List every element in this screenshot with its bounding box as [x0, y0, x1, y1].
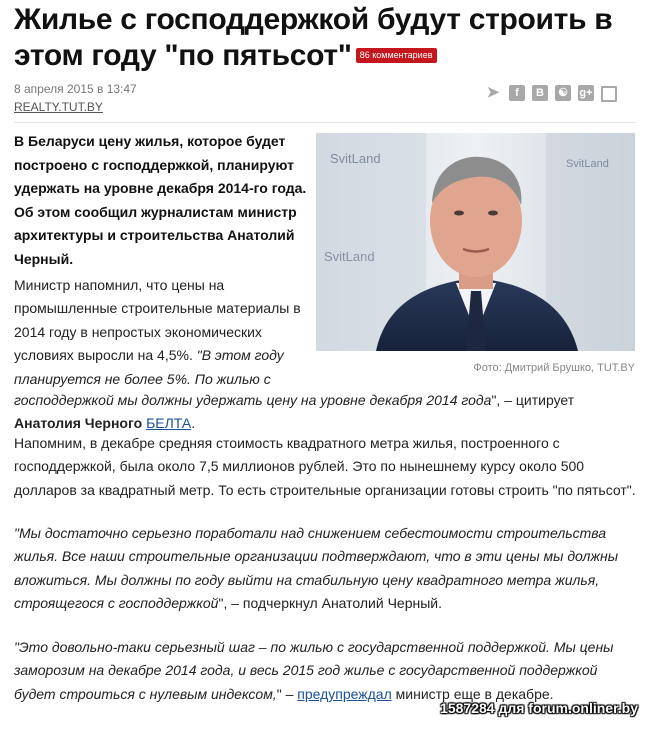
publish-date: 8 апреля 2015 в 13:47	[14, 82, 137, 96]
title-text: Жилье с господдержкой будут строить в этом году "по пятьсот"	[14, 3, 613, 72]
photo-banner-text: SvitLand	[566, 158, 609, 170]
minister-name: Анатолия Черного	[14, 415, 143, 432]
article-lead: В Беларуси цену жилья, которое будет построено с господдержкой, планируют удержать на уровне декабря 2014-го года. Об этом сообщил журналистам министр архитектуры и строительства Анатолий Черный.	[14, 133, 307, 267]
google-plus-icon[interactable]: g+	[579, 87, 593, 99]
paragraph-text: " –	[276, 685, 298, 702]
paragraph-text: ", – подчеркнул Анатолий Черный.	[218, 595, 442, 612]
warned-link[interactable]: предупреждал	[297, 685, 392, 702]
divider	[14, 122, 636, 123]
paragraph-text: ", – цитирует	[491, 392, 575, 408]
article-photo	[316, 133, 635, 351]
photo-caption: Фото: Дмитрий Брушко, TUT.BY	[473, 362, 635, 374]
quote-text: "В этом году планируется не более 5%. По жилью с	[14, 347, 284, 387]
share-bar	[484, 85, 617, 103]
quote-text: "Мы достаточно серьезно поработали над снижением себестоимости строительства жилья. Все наши строительные организации подтверждают, что в эти цены мы должны вложиться. Мы должны по году выйти на стабильную цену квадратного метра жилья, строящегося с господдержкой	[14, 525, 619, 612]
comments-badge[interactable]: 86 комментариев	[356, 48, 437, 63]
paragraph: господдержкой мы должны удержать цену на уровне декабря 2014 года", – цитирует Анатолия Черного БЕЛТА.	[14, 392, 575, 432]
twitter-icon[interactable]: ➤	[486, 84, 500, 101]
belta-link[interactable]: БЕЛТА	[146, 415, 192, 432]
paragraph	[14, 636, 636, 706]
photo-banner-text: SvitLand	[330, 151, 381, 166]
facebook-icon[interactable]: f	[509, 85, 525, 101]
minister-photo	[316, 133, 635, 351]
vkontakte-icon[interactable]: B	[532, 85, 548, 101]
paragraph	[14, 522, 636, 616]
watermark: 1587284 для forum.onliner.by	[440, 700, 638, 716]
paragraph-text: Министр напомнил, что цены на промышленные строительные материалы в 2014 году в непростых экономических условиях выросли на 4,5%.	[14, 277, 301, 364]
odnoklassniki-icon[interactable]: ☯	[555, 85, 571, 101]
source-link[interactable]: REALTY.TUT.BY	[14, 100, 103, 114]
paragraph	[14, 274, 306, 391]
photo-banner-text: SvitLand	[324, 249, 375, 264]
quote-text: "Это довольно-таки серьезный шаг – по жилью с государственной поддержкой. Мы цены заморозим на декабре 2014 года, и весь 2015 год жилье с государственной поддержкой будет строиться с нулевым индексом,	[14, 639, 614, 702]
print-icon[interactable]	[601, 86, 617, 102]
paragraph-text: министр еще в декабре.	[391, 685, 554, 702]
paragraph: Напомним, в декабре средняя стоимость квадратного метра жилья, построенного с господдержкой, была около 7,5 миллионов рублей. Это по нынешнему курсу около 500 долларов за квадратный метр. То есть строительные организации готовы строить "по пятьсот".	[14, 435, 636, 498]
quote-text: господдержкой мы должны удержать цену на уровне декабря 2014 года	[14, 392, 492, 408]
article-title	[14, 2, 640, 74]
